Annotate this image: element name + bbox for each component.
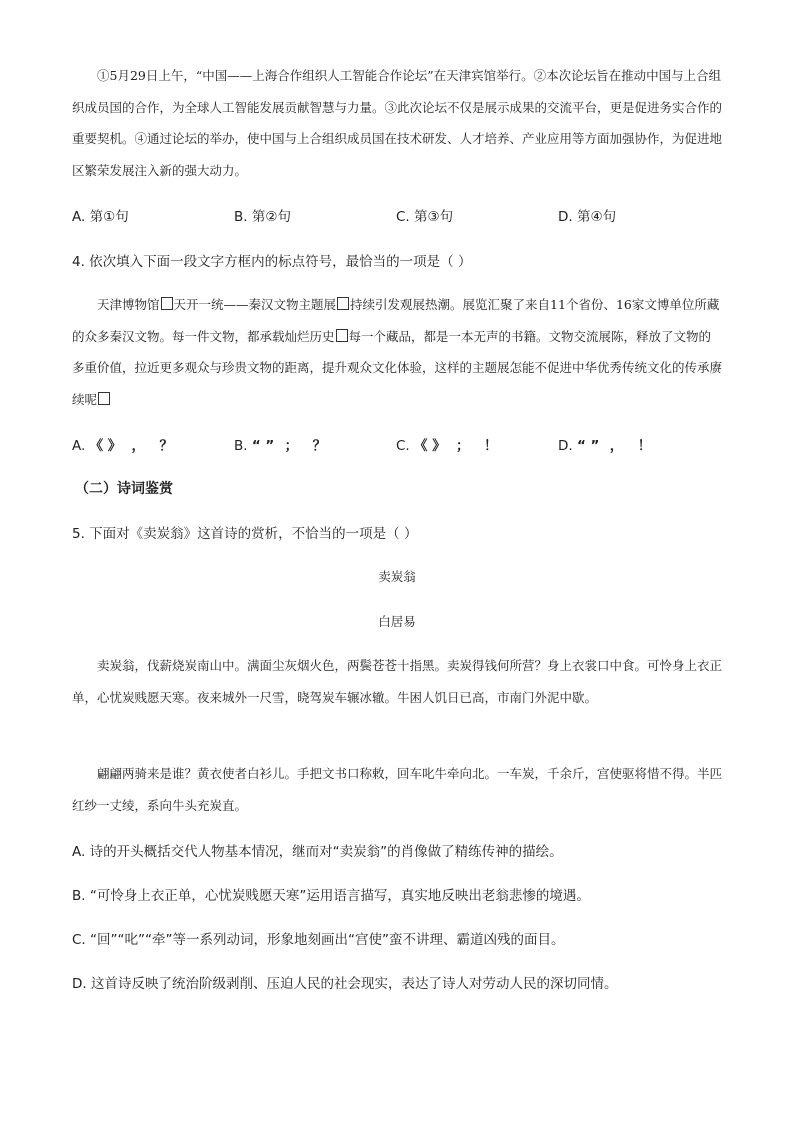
option-mark: ！: [483, 438, 498, 454]
q4-text-part: 天津博物馆: [97, 297, 160, 312]
section-heading: （二）诗词鉴赏: [75, 481, 173, 497]
option-text: 第①句: [89, 209, 129, 225]
q4-option-c[interactable]: [396, 434, 502, 454]
q3-passage: [72, 60, 722, 186]
q3-option-a[interactable]: [72, 205, 129, 225]
option-mark: “ ”: [576, 438, 600, 454]
option-mark: ，: [609, 438, 624, 454]
q5-stem: 5. 下面对《卖炭翁》这首诗的赏析，不恰当的一项是（ ）: [72, 526, 418, 542]
option-mark: ；: [455, 438, 470, 454]
option-mark: ？: [312, 438, 327, 454]
option-letter: C.: [396, 209, 410, 225]
option-mark: ，: [131, 438, 146, 454]
poem-body: [72, 650, 722, 713]
poem-body-2: [72, 758, 722, 821]
option-mark: ！: [637, 438, 652, 454]
option-mark: 《 》: [89, 438, 122, 454]
option-letter: B.: [234, 209, 248, 225]
q4-passage-text: [72, 289, 722, 415]
option-letter: A.: [72, 209, 86, 225]
q4-option-a[interactable]: [72, 434, 177, 454]
q4-option-d[interactable]: [558, 434, 655, 454]
q5-option-b[interactable]: B. “可怜身上衣正单，心忧炭贱愿天寒”运用语言描写，真实地反映出老翁悲惨的境遇。: [72, 888, 590, 904]
option-mark: “ ”: [251, 438, 275, 454]
q4-text-part: 天开一统——秦汉文物主题展: [173, 297, 337, 312]
option-letter: C.: [396, 438, 410, 454]
poem-paragraph: 卖炭翁，伐薪烧炭南山中。满面尘灰烟火色，两鬓苍苍十指黑。卖炭得钱何所营？身上衣裳口中食。可怜身上衣正单，心忧炭贱愿天寒。夜来城外一尺雪，晓驾炭车辗冰辙。牛困人饥日已高，市南门外泥中歇。: [72, 658, 723, 705]
q3-option-b[interactable]: [234, 205, 291, 225]
option-letter: B.: [234, 438, 248, 454]
option-text: 第④句: [576, 209, 617, 225]
option-text: 第③句: [414, 209, 454, 225]
option-mark: ？: [159, 438, 174, 454]
blank-box[interactable]: [98, 392, 110, 405]
q4-text-part: 每一个藏品，都是一本无声的书籍。文物交流展陈，释放了文物的多重价值，拉近更多观众与珍贵文物的距离，提升观众文化体验，这样的主题展怎能不促进中华优秀传统文化的传承赓续呢: [72, 328, 723, 407]
q4-option-b[interactable]: [234, 434, 330, 454]
poem-author: 白居易: [378, 614, 416, 629]
blank-box[interactable]: [161, 297, 173, 310]
option-letter: D.: [558, 438, 573, 454]
option-mark: ；: [284, 438, 299, 454]
option-letter: D.: [558, 209, 573, 225]
option-mark: 《 》: [414, 438, 446, 454]
q4-stem: 4. 依次填入下面一段文字方框内的标点符号，最恰当的一项是（ ）: [72, 254, 472, 270]
blank-box[interactable]: [337, 297, 349, 310]
q5-option-a[interactable]: A. 诗的开头概括交代人物基本情况，继而对“卖炭翁”的肖像做了精练传神的描绘。: [72, 844, 563, 860]
q5-option-d[interactable]: D. 这首诗反映了统治阶级剥削、压迫人民的社会现实，表达了诗人对劳动人民的深切同情。: [72, 976, 618, 992]
option-letter: A.: [72, 438, 86, 454]
poem-title: 卖炭翁: [378, 569, 416, 584]
blank-box[interactable]: [336, 329, 348, 342]
q5-option-c[interactable]: C. “回”“叱”“牵”等一系列动词，形象地刻画出“宫使”蛮不讲理、霸道凶残的面目。: [72, 932, 565, 948]
q4-text-part: 持续引发观展热潮。展览汇聚了来自11个省份、16家文博单位所藏的众多秦汉文物。每一件文物，都承载灿烂历史: [72, 297, 720, 344]
q3-option-c[interactable]: [396, 205, 453, 225]
q3-passage-text: ①5月29日上午，“中国——上海合作组织人工智能合作论坛”在天津宾馆举行。②本次论坛旨在推动中国与上合组织成员国的合作，为全球人工智能发展贡献智慧与力量。③此次论坛不仅是展示成果的交流平台，更是促进务实合作的重要契机。④通过论坛的举办，使中国与上合组织成员国在技术研发、人才培养、产业应用等方面加强协作，为促进地区繁荣发展注入新的强大动力。: [72, 68, 723, 178]
q4-passage: [72, 289, 722, 415]
poem-paragraph: 翩翩两骑来是谁？黄衣使者白衫儿。手把文书口称敕，回车叱牛牵向北。一车炭，千余斤，宫使驱将惜不得。半匹红纱一丈绫，系向牛头充炭直。: [72, 766, 723, 813]
q3-option-d[interactable]: [558, 205, 616, 225]
option-text: 第②句: [251, 209, 291, 225]
